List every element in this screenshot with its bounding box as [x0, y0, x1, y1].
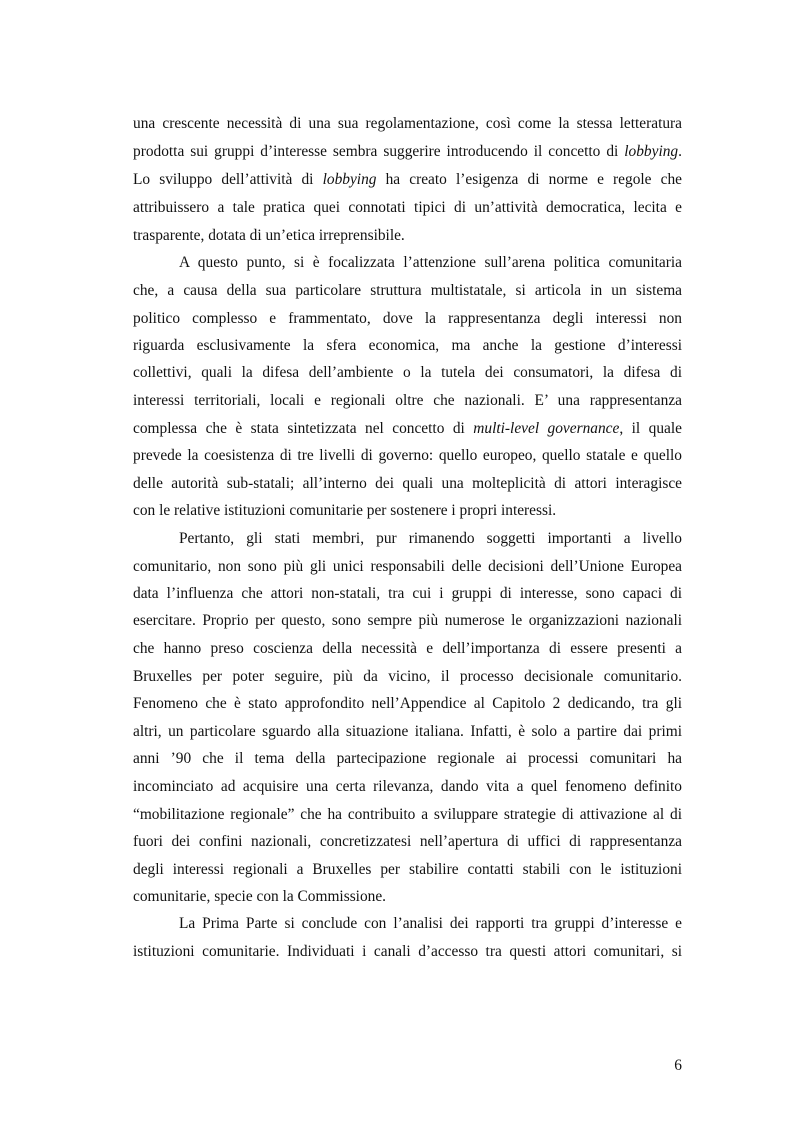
- text-line: fuori dei confini nazionali, concretizzatesi nell’apertura di uffici di rappresentanza: [133, 833, 682, 850]
- text-line: delle autorità sub-statali; all’interno dei quali una molteplicità di attori interagisce: [133, 475, 682, 492]
- text-line: che hanno preso coscienza della necessità e dell’importanza di essere presenti a: [133, 640, 682, 657]
- text-line: trasparente, dotata di un’etica irreprensibile.: [133, 227, 405, 244]
- text-line: data l’influenza che attori non-statali, tra cui i gruppi di interesse, sono capaci di: [133, 585, 682, 602]
- text-line: degli interessi regionali a Bruxelles per stabilire contatti stabili con le istituzioni: [133, 861, 682, 878]
- text-line: “mobilitazione regionale” che ha contribuito a sviluppare strategie di attivazione al di: [133, 806, 682, 823]
- page-number: 6: [674, 1057, 682, 1074]
- text-line: prodotta sui gruppi d’interesse sembra suggerire introducendo il concetto di lobbying.: [133, 143, 682, 160]
- text-line: comunitarie, specie con la Commissione.: [133, 888, 387, 905]
- text-line: anni ’90 che il tema della partecipazione regionale ai processi comunitari ha: [133, 750, 682, 767]
- text-line: comunitario, non sono più gli unici responsabili delle decisioni dell’Unione Europea: [133, 558, 682, 575]
- text-line: collettivi, quali la difesa dell’ambiente o la tutela dei consumatori, la difesa di: [133, 364, 682, 381]
- text-line: politico complesso e frammentato, dove la rappresentanza degli interessi non: [133, 310, 682, 327]
- text-line: Fenomeno che è stato approfondito nell’Appendice al Capitolo 2 dedicando, tra gli: [133, 695, 682, 712]
- text-line: incominciato ad acquisire una certa rilevanza, dando vita a quel fenomeno definito: [133, 778, 682, 795]
- text-line: una crescente necessità di una sua regolamentazione, così come la stessa letteratura: [133, 115, 682, 132]
- text-line: attribuissero a tale pratica quei connotati tipici di un’attività democratica, lecita e: [133, 199, 682, 216]
- text-line: La Prima Parte si conclude con l’analisi dei rapporti tra gruppi d’interesse e: [179, 915, 682, 932]
- text-line: riguarda esclusivamente la sfera economica, ma anche la gestione d’interessi: [133, 337, 682, 354]
- text-line: altri, un particolare sguardo alla situazione italiana. Infatti, è solo a partire dai primi: [133, 723, 682, 740]
- text-line: complessa che è stata sintetizzata nel concetto di multi-level governance, il quale: [133, 420, 682, 437]
- text-line: interessi territoriali, locali e regionali oltre che nazionali. E’ una rappresentanza: [133, 392, 682, 409]
- text-line: istituzioni comunitarie. Individuati i canali d’accesso tra questi attori comunitari, si: [133, 943, 682, 960]
- text-line: Lo sviluppo dell’attività di lobbying ha creato l’esigenza di norme e regole che: [133, 171, 683, 188]
- text-line: con le relative istituzioni comunitarie per sostenere i propri interessi.: [133, 502, 557, 519]
- text-line: prevede la coesistenza di tre livelli di governo: quello europeo, quello statale e quello: [133, 447, 682, 464]
- text-line: Bruxelles per poter seguire, più da vicino, il processo decisionale comunitario.: [133, 668, 682, 685]
- text-line: esercitare. Proprio per questo, sono sempre più numerose le organizzazioni nazionali: [133, 612, 682, 629]
- text-line: Pertanto, gli stati membri, pur rimanendo soggetti importanti a livello: [179, 530, 682, 547]
- text-line: che, a causa della sua particolare struttura multistatale, si articola in un sistema: [133, 282, 682, 299]
- text-line: A questo punto, si è focalizzata l’attenzione sull’arena politica comunitaria: [179, 254, 682, 271]
